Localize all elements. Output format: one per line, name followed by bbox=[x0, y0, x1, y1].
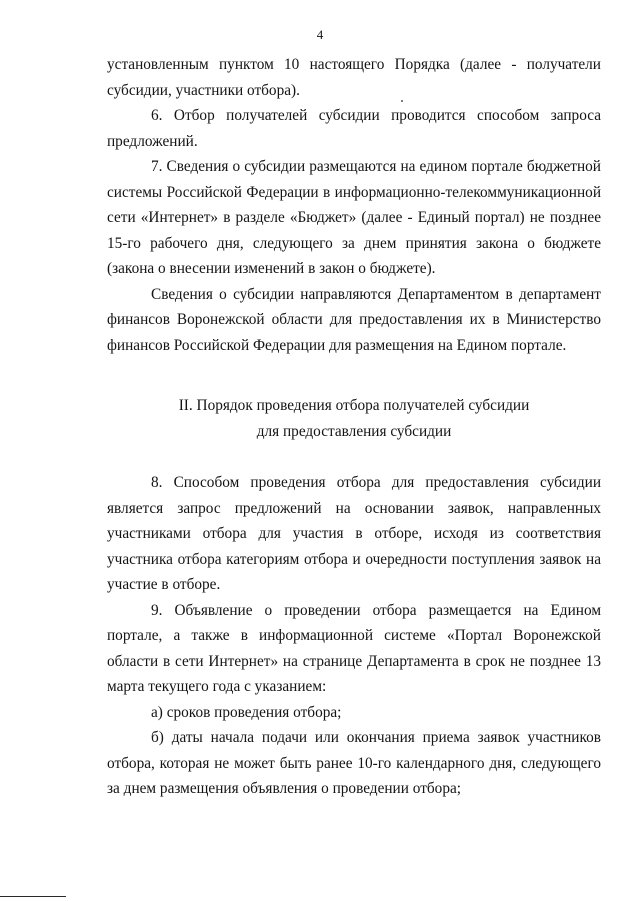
paragraph-8: 8. Способом проведения отбора для предоставления субсидии является запрос предложений на основании заявок, направленных участниками отбора для участия в отборе, исходя из соответствия участника отбора категориям отбора и очередности поступления заявок на участие в отборе. bbox=[107, 474, 601, 593]
section-heading bbox=[107, 393, 601, 444]
list-item-b: б) даты начала подачи или окончания приема заявок участников отбора, которая не может быть ранее 10-го календарного дня, следующего за днем размещения объявления о проведении отбора; bbox=[107, 729, 601, 797]
paragraph-continuation: установленным пунктом 10 настоящего Порядка (далее - получатели субсидии, участники отбора). bbox=[107, 56, 601, 99]
paragraph-6: 6. Отбор получателей субсидии проводится способом запроса предложений. bbox=[107, 107, 601, 150]
text-block-bottom bbox=[107, 470, 601, 802]
list-item-a: а) сроков проведения отбора; bbox=[151, 703, 342, 721]
text-block-top bbox=[107, 52, 601, 358]
margin-rule bbox=[0, 896, 66, 897]
page-number: 4 bbox=[316, 27, 324, 42]
paragraph-info-forwarding: Сведения о субсидии направляются Департаментом в департамент финансов Воронежской области для предоставления их в Министерство финансов Российской Федерации для размещения на Едином портале. bbox=[107, 285, 601, 354]
paragraph-9: 9. Объявление о проведении отбора размещается на Едином портале, а также в информационной системе «Портал Воронежской области в сети Интернет» на странице Департамента в срок не позднее 13 марта текущего года с указанием: bbox=[107, 601, 601, 695]
section-heading-line-1: II. Порядок проведения отбора получателей субсидии bbox=[178, 397, 530, 414]
paragraph-7: 7. Сведения о субсидии размещаются на едином портале бюджетной системы Российской Федерации в информационно-телекоммуникационной сети «Интернет» в разделе «Бюджет» (далее - Единый портал) не позднее 15-го рабочего дня, следующего за днем принятия закона о бюджете (закона о внесении изменений в закон о бюджете). bbox=[107, 158, 601, 277]
section-heading-line-2: для предоставления субсидии bbox=[256, 422, 452, 440]
